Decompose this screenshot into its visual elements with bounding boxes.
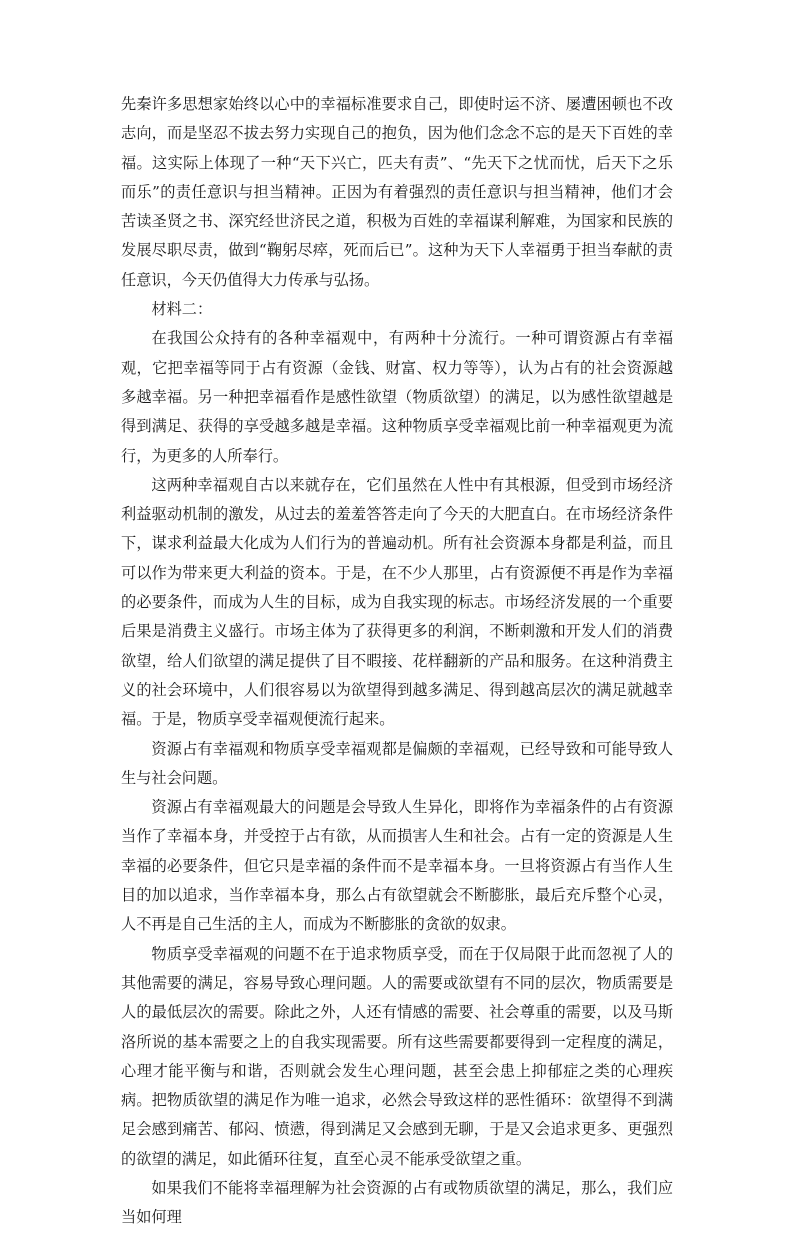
- paragraph-6: 资源占有幸福观最大的问题是会导致人生异化，即将作为幸福条件的占有资源当作了幸福本身，并受控于占有欲，从而损害人生和社会。占有一定的资源是人生幸福的必要条件，但它只是幸福的条件而不是幸福本身。一旦将资源占有当作人生目的加以追求，当作幸福本身，那么占有欲望就会不断膨胀，最后充斥整个心灵，人不再是自己生活的主人，而成为不断膨胀的贪欲的奴隶。: [121, 798, 673, 934]
- paragraph-5: 资源占有幸福观和物质享受幸福观都是偏颇的幸福观，已经导致和可能导致人生与社会问题。: [121, 739, 673, 787]
- paragraph-1: 先秦许多思想家始终以心中的幸福标准要求自己，即使时运不济、屡遭困顿也不改志向，而是坚忍不拔去努力实现自己的抱负，因为他们念念不忘的是天下百姓的幸福。这实际上体现了一种“天下兴亡，匹夫有责”、“先天下之忧而忧，后天下之乐而乐”的责任意识与担当精神。正因为有着强烈的责任意识与担当精神，他们才会苦读圣贤之书、深究经世济民之道，积极为百姓的幸福谋利解难，为国家和民族的发展尽职尽责，做到“鞠躬尽瘁，死而后已”。这种为天下人幸福勇于担当奉献的责任意识，今天仍值得大力传承与弘扬。: [121, 95, 673, 289]
- paragraph-8: 如果我们不能将幸福理解为社会资源的占有或物质欲望的满足，那么，我们应当如何理: [121, 1178, 673, 1227]
- section-heading-material-2: 材料二：: [151, 300, 213, 319]
- document-body: [121, 90, 673, 1233]
- paragraph-3: 在我国公众持有的各种幸福观中，有两种十分流行。一种可谓资源占有幸福观，它把幸福等同于占有资源（金钱、财富、权力等等），认为占有的社会资源越多越幸福。另一种把幸福看作是感性欲望（物质欲望）的满足，以为感性欲望越是得到满足、获得的享受越多越是幸福。这种物质享受幸福观比前一种幸福观更为流行，为更多的人所奉行。: [121, 329, 673, 465]
- paragraph-4: 这两种幸福观自古以来就存在，它们虽然在人性中有其根源，但受到市场经济利益驱动机制的激发，从过去的羞羞答答走向了今天的大肥直白。在市场经济条件下，谋求利益最大化成为人们行为的普遍动机。所有社会资源本身都是利益，而且可以作为带来更大利益的资本。于是，在不少人那里，占有资源便不再是作为幸福的必要条件，而成为人生的目标，成为自我实现的标志。市场经济发展的一个重要后果是消费主义盛行。市场主体为了获得更多的利润，不断刺激和开发人们的消费欲望，给人们欲望的满足提供了目不暇接、花样翻新的产品和服务。在这种消费主义的社会环境中，人们很容易以为欲望得到越多满足、得到越高层次的满足就越幸福。于是，物质享受幸福观便流行起来。: [121, 475, 673, 729]
- paragraph-7: 物质享受幸福观的问题不在于追求物质享受，而在于仅局限于此而忽视了人的其他需要的满足，容易导致心理问题。人的需要或欲望有不同的层次，物质需要是人的最低层次的需要。除此之外，人还有情感的需要、社会尊重的需要，以及马斯洛所说的基本需要之上的自我实现需要。所有这些需要都要得到一定程度的满足，心理才能平衡与和谐，否则就会发生心理问题，甚至会患上抑郁症之类的心理疾病。把物质欲望的满足作为唯一追求，必然会导致这样的恶性循环：欲望得不到满足会感到痛苦、郁闷、愤懑，得到满足又会感到无聊，于是又会追求更多、更强烈的欲望的满足，如此循环往复，直至心灵不能承受欲望之重。: [121, 944, 673, 1168]
